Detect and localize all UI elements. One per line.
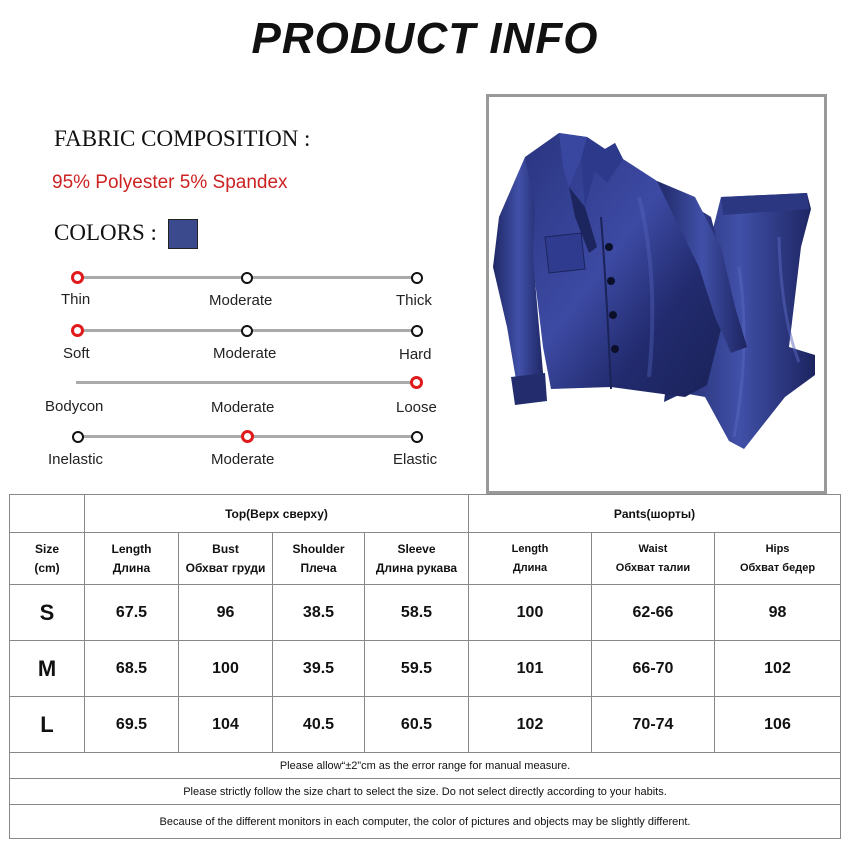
scale-label-moderate: Moderate (209, 292, 273, 309)
scale-marker (411, 272, 423, 284)
scale-label-hard: Hard (399, 346, 432, 363)
fabric-composition-value: 95% Polyester 5% Spandex (52, 172, 288, 193)
scale-marker-selected (71, 271, 84, 284)
value-cell: 96 (179, 585, 273, 641)
table-note-row (10, 805, 841, 839)
value-cell: 102 (469, 697, 592, 753)
table-note-row (10, 779, 841, 805)
size-cell: S (10, 585, 85, 641)
column-header-top-length: Length Длина (85, 533, 179, 585)
scale-label-soft: Soft (63, 345, 90, 362)
value-cell: 100 (469, 585, 592, 641)
scale-label-moderate: Moderate (211, 399, 275, 416)
table-corner-cell (10, 495, 85, 533)
value-cell: 100 (179, 641, 273, 697)
value-cell: 70-74 (592, 697, 715, 753)
scale-label-thick: Thick (396, 292, 432, 309)
scale-label-moderate: Moderate (211, 451, 275, 468)
note-follow-chart: Please strictly follow the size chart to select the size. Do not select directly according to your habits. (10, 779, 841, 805)
value-cell: 59.5 (365, 641, 469, 697)
value-cell: 68.5 (85, 641, 179, 697)
value-cell: 98 (715, 585, 841, 641)
scale-marker-selected (241, 430, 254, 443)
scale-label-bodycon: Bodycon (45, 398, 104, 415)
scale-label-loose: Loose (396, 399, 437, 416)
page-title: PRODUCT INFO (251, 14, 599, 63)
product-photo (486, 94, 827, 494)
value-cell: 58.5 (365, 585, 469, 641)
table-note-row (10, 753, 841, 779)
value-cell: 101 (469, 641, 592, 697)
scale-marker-selected (71, 324, 84, 337)
value-cell: 67.5 (85, 585, 179, 641)
color-swatch-navy (168, 219, 198, 249)
value-cell: 60.5 (365, 697, 469, 753)
table-group-header-row (10, 495, 841, 533)
colors-label: COLORS : (54, 220, 157, 245)
scale-label-moderate: Moderate (213, 345, 277, 362)
size-cell: M (10, 641, 85, 697)
size-chart-table (9, 494, 841, 839)
column-header-waist: Waist Обхват талии (592, 533, 715, 585)
table-row-size-l (10, 697, 841, 753)
column-header-hips: Hips Обхват бедер (715, 533, 841, 585)
scale-marker (411, 325, 423, 337)
scale-marker (241, 272, 253, 284)
value-cell: 38.5 (273, 585, 365, 641)
value-cell: 39.5 (273, 641, 365, 697)
table-column-header-row (10, 533, 841, 585)
value-cell: 62-66 (592, 585, 715, 641)
scale-track (76, 381, 417, 384)
column-header-pants-length: Length Длина (469, 533, 592, 585)
fabric-composition-label: FABRIC COMPOSITION : (54, 126, 311, 151)
column-header-bust: Bust Обхват груди (179, 533, 273, 585)
scale-marker (411, 431, 423, 443)
value-cell: 106 (715, 697, 841, 753)
scale-marker-selected (410, 376, 423, 389)
group-header-pants: Pants(шорты) (469, 495, 841, 533)
value-cell: 66-70 (592, 641, 715, 697)
note-error-range: Please allow“±2”cm as the error range for manual measure. (10, 753, 841, 779)
scale-label-thin: Thin (61, 291, 91, 308)
value-cell: 40.5 (273, 697, 365, 753)
scale-marker (241, 325, 253, 337)
size-cell: L (10, 697, 85, 753)
group-header-top: Top(Верх сверху) (85, 495, 469, 533)
table-row-size-s (10, 585, 841, 641)
column-header-shoulder: Shoulder Плеча (273, 533, 365, 585)
column-header-sleeve: Sleeve Длина рукава (365, 533, 469, 585)
value-cell: 102 (715, 641, 841, 697)
note-color-difference: Because of the different monitors in each computer, the color of pictures and objects may be slightly different. (10, 805, 841, 839)
value-cell: 69.5 (85, 697, 179, 753)
scale-marker (72, 431, 84, 443)
value-cell: 104 (179, 697, 273, 753)
scale-label-inelastic: Inelastic (48, 451, 104, 468)
table-row-size-m (10, 641, 841, 697)
column-header-size: Size (cm) (10, 533, 85, 585)
pajama-set-illustration (489, 97, 824, 491)
scale-label-elastic: Elastic (393, 451, 438, 468)
